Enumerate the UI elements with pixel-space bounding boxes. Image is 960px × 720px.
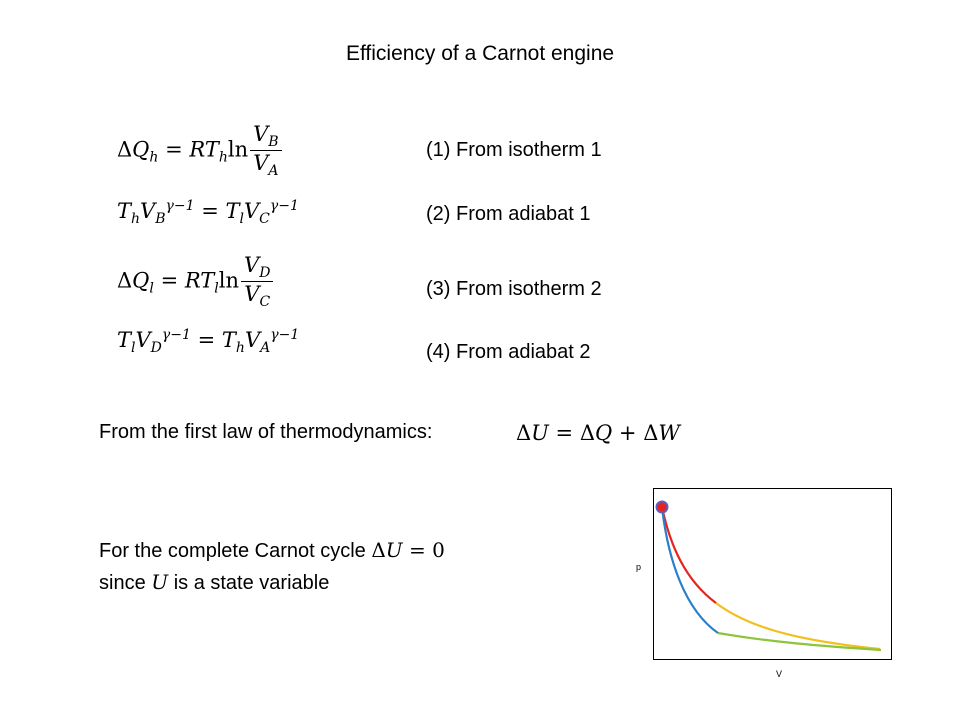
plot-xlabel: V	[776, 669, 783, 679]
adiabat-2-curve	[662, 507, 718, 633]
equation-4-label: (4) From adiabat 2	[426, 341, 591, 363]
equation-2: $T_hV_B^{\gamma-1} = T_lV_C^{\gamma-1}$	[117, 198, 299, 228]
state-a-marker	[657, 502, 668, 513]
equation-3: $\Delta Q_l = RT_l\ln$ $\frac{V_D}{V_C}$	[117, 253, 273, 311]
cycle-statement-line-1: For the complete Carnot cycle ΔU = 0	[99, 538, 445, 562]
equation-2-label: (2) From adiabat 1	[426, 203, 591, 225]
first-law-text: From the first law of thermodynamics:	[99, 421, 433, 443]
isotherm-cold-curve	[718, 633, 881, 650]
page-title: Efficiency of a Carnot engine	[345, 42, 615, 65]
equation-1: $\Delta Q_h = RT_h\ln$ $\frac{V_B}{V_A}$	[117, 122, 282, 180]
cycle-statement-line-2: since U is a state variable	[99, 570, 330, 594]
adiabat-1-curve	[716, 603, 880, 649]
equation-4: $T_lV_D^{\gamma-1} = T_hV_A^{\gamma-1}$	[117, 327, 300, 357]
plot-ylabel: p	[636, 562, 642, 572]
equation-3-label: (3) From isotherm 2	[426, 278, 602, 300]
equation-1-label: (1) From isotherm 1	[426, 139, 602, 161]
first-law-equation: ΔU = ΔQ + ΔW	[516, 421, 680, 445]
